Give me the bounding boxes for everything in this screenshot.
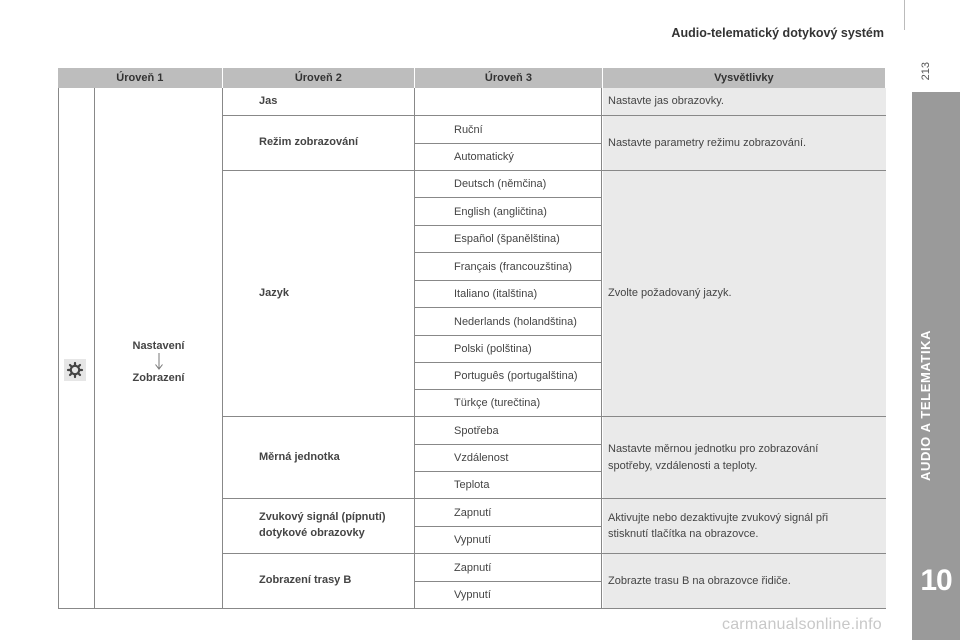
arrow-down-icon	[95, 352, 222, 372]
table-border	[222, 88, 223, 608]
level3-option: Vzdálenost	[454, 452, 509, 464]
level3-option: Automatický	[454, 151, 514, 163]
level3-option: Português (portugalština)	[454, 370, 578, 382]
column-header: Vysvětlivky	[603, 68, 886, 88]
chapter-number: 10	[920, 564, 952, 597]
level2-label: Režim zobrazování	[259, 136, 359, 149]
level1-path	[95, 340, 222, 384]
level3-option: English (angličtina)	[454, 205, 547, 218]
level1-icon-cell	[58, 88, 94, 608]
column-header: Úroveň 3	[415, 68, 603, 88]
level3-option: Español (španělština)	[454, 233, 560, 245]
level3-option: Türkçe (turečtina)	[454, 397, 541, 409]
column-header: Úroveň 2	[223, 68, 416, 88]
level3-option: Français (francouzština)	[454, 260, 572, 273]
level3-option: Teplota	[454, 479, 490, 491]
level3-option: Vypnutí	[454, 589, 491, 601]
table-body	[58, 88, 886, 609]
description: Zobrazte trasu B na obrazovce řidiče.	[603, 554, 886, 608]
level2-label: Zobrazení trasy B	[259, 574, 352, 587]
level3-option: Zapnutí	[454, 506, 492, 519]
header-divider	[904, 0, 905, 30]
description: Zvolte požadovaný jazyk.	[603, 171, 886, 416]
level3-option: Spotřeba	[454, 424, 499, 437]
level3-option: Vypnutí	[454, 534, 491, 546]
page-number: 213	[920, 62, 932, 81]
table-border	[414, 88, 415, 608]
level3-option: Nederlands (holandština)	[454, 315, 577, 328]
level2-label: Jas	[259, 94, 278, 107]
level3-option: Ruční	[454, 123, 483, 136]
level2-label: Měrná jednotka	[259, 450, 340, 463]
chapter-section-label: AUDIO A TELEMATIKA	[918, 329, 933, 481]
level3-option: Italiano (italština)	[454, 288, 538, 300]
description: Nastavte parametry režimu zobrazování.	[603, 116, 886, 170]
watermark: carmanualsonline.info	[722, 616, 882, 633]
description: Nastavte jas obrazovky.	[603, 88, 886, 115]
level2-label: Zvukový signál (pípnutí) dotykové obrazovky	[259, 511, 386, 539]
level3-option: Zapnutí	[454, 561, 492, 574]
table-header	[58, 68, 886, 88]
column-header: Úroveň 1	[58, 68, 223, 88]
page-header-title: Audio-telematický dotykový systém	[671, 26, 884, 40]
description: Aktivujte nebo dezaktivujte zvukový signál při stisknutí tlačítka na obrazovce.	[603, 499, 886, 553]
settings-icon	[64, 359, 86, 381]
level1-from: Nastavení	[132, 340, 185, 352]
level3-option: Polski (polština)	[454, 343, 532, 355]
level2-label: Jazyk	[259, 286, 289, 299]
settings-table	[58, 68, 886, 609]
description: Nastavte měrnou jednotku pro zobrazování spotřeby, vzdálenosti a teploty.	[603, 417, 886, 498]
level3-option: Deutsch (němčina)	[454, 178, 547, 190]
level1-to: Zobrazení	[132, 372, 185, 384]
